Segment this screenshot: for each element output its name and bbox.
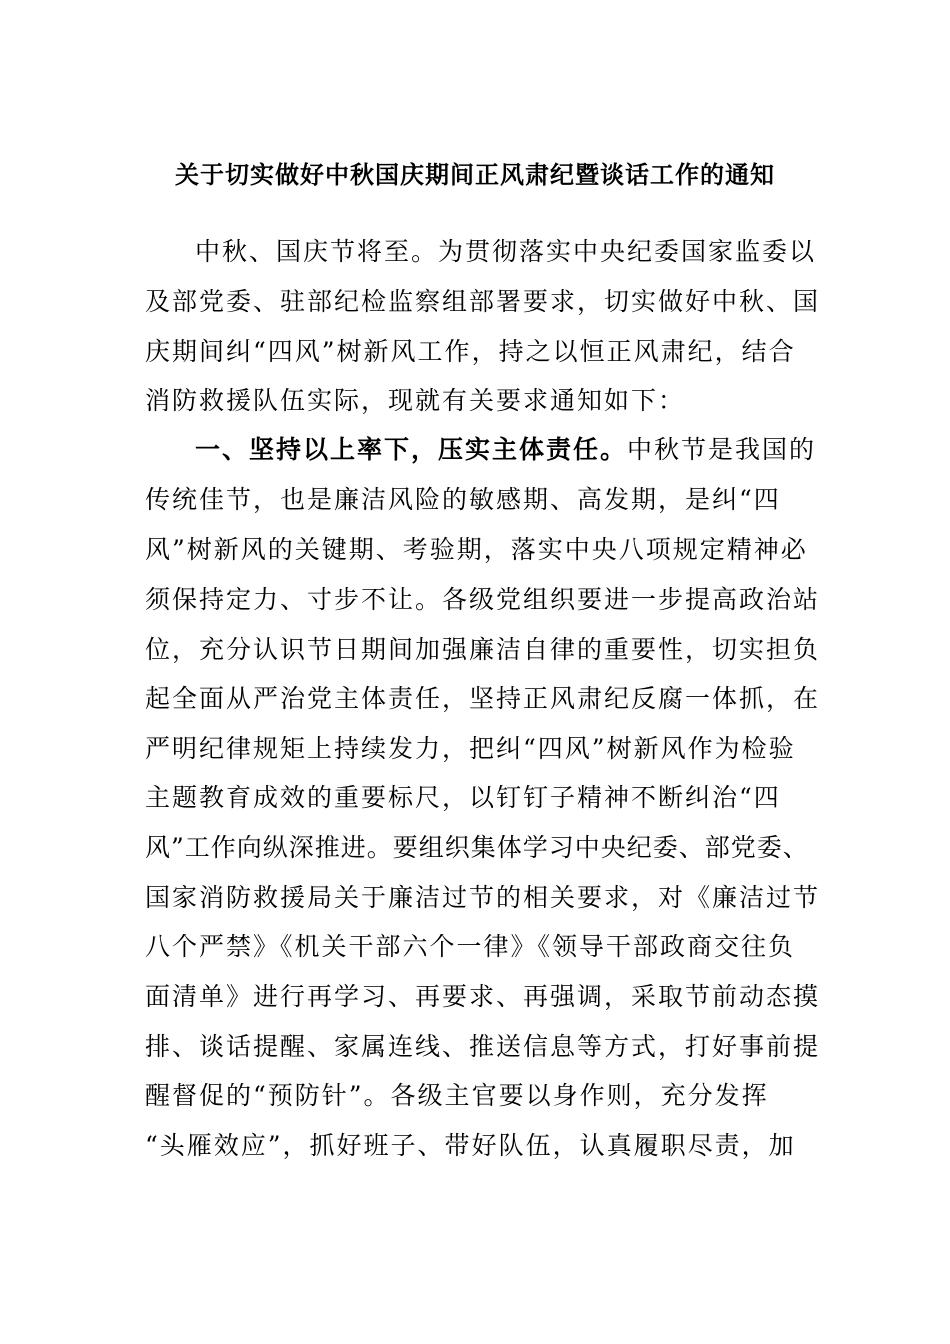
paragraph-line: 醒督促的“预防针”。各级主官要以身作则，充分发挥 xyxy=(145,1081,769,1110)
paragraph-line: 排、谈话提醒、家属连线、推送信息等方式，打好事前提 xyxy=(145,1032,821,1061)
paragraph-line: 风”工作向纵深推进。要组织集体学习中央纪委、部党委、 xyxy=(145,833,809,862)
section-1-first-line xyxy=(195,430,816,470)
paragraph-line: “头雁效应”，抓好班子、带好队伍，认真履职尽责，加 xyxy=(145,1131,796,1160)
paragraph-line: 风”树新风的关键期、考验期，落实中央八项规定精神必 xyxy=(145,535,808,564)
paragraph-line: 起全面从严治党主体责任，坚持正风肃纪反腐一体抓，在 xyxy=(145,684,821,713)
section-1-text: 中秋节是我国的 xyxy=(627,435,817,464)
paragraph-line: 传统佳节，也是廉洁风险的敏感期、高发期，是纠“四 xyxy=(145,485,781,514)
paragraph-line: 位，充分认识节日期间加强廉洁自律的重要性，切实担负 xyxy=(145,635,821,664)
paragraph-line: 八个严禁》《机关干部六个一律》《领导干部政商交往负 xyxy=(145,932,796,961)
paragraph-line: 消防救援队伍实际，现就有关要求通知如下： xyxy=(145,386,686,415)
paragraph-line: 主题教育成效的重要标尺，以钉钉子精神不断纠治“四 xyxy=(145,783,781,812)
paragraph-line: 须保持定力、寸步不让。各级党组织要进一步提高政治站 xyxy=(145,585,821,614)
paragraph-line: 中秋、国庆节将至。为贯彻落实中央纪委国家监委以 xyxy=(195,237,817,266)
paragraph-line: 及部党委、驻部纪检监察组部署要求，切实做好中秋、国 xyxy=(145,287,821,316)
paragraph-line: 国家消防救援局关于廉洁过节的相关要求，对《廉洁过节 xyxy=(145,883,821,912)
paragraph-line: 严明纪律规矩上持续发力，把纠“四风”树新风作为检验 xyxy=(145,734,796,763)
section-1-heading: 一、坚持以上率下，压实主体责任。 xyxy=(195,435,628,464)
document-title: 关于切实做好中秋国庆期间正风肃纪暨谈话工作的通知 xyxy=(175,160,775,189)
paragraph-line: 面清单》进行再学习、再要求、再强调，采取节前动态摸 xyxy=(145,982,821,1011)
paragraph-line: 庆期间纠“四风”树新风工作，持之以恒正风肃纪，结合 xyxy=(145,337,796,366)
